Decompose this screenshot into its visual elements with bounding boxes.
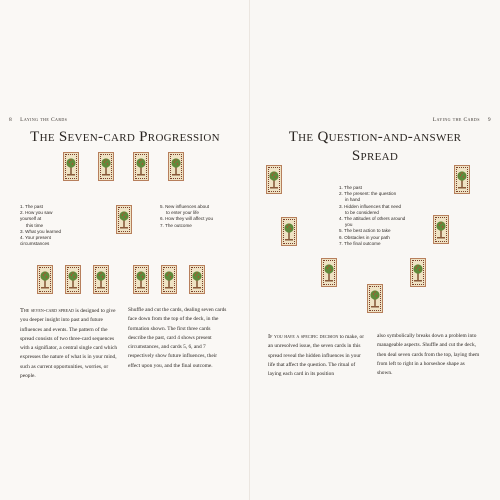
tree-icon [136,269,146,290]
list-item: 1. The past [339,185,362,190]
list-item: 2. The present: the question [339,191,397,197]
right-positions-list [160,204,235,229]
list-item: 6. How they will affect you [160,216,214,222]
tree-icon [284,221,294,242]
body-text: to make, or an unresolved issue, the seven cards in this spread reveal the hidden influences in your life that affect the question. The ritual of laying each card in its position [268,334,365,378]
list-item: this time [26,222,44,228]
tree-icon [370,288,380,309]
tarot-card [410,258,426,287]
list-item: 4. The attitudes of others around [339,216,406,222]
lead-in-text: If you have a specific decision [268,333,339,340]
tree-icon [101,156,111,177]
tree-icon [136,156,146,177]
list-item: you [345,222,353,228]
list-item: 7. The final outcome [339,240,381,246]
tree-icon [96,269,106,290]
tree-icon [436,219,446,240]
tree-icon [269,169,279,190]
tree-icon [192,269,202,290]
list-item: 6. Obstacles in your path [339,234,390,240]
list-item: 5. New influences about [160,204,210,209]
list-item: to enter your life [166,210,199,216]
list-item: 3. What you learned [20,228,62,234]
tarot-card [133,265,149,294]
tarot-card [93,265,109,294]
tree-icon [164,269,174,290]
list-item: 3. Hidden influences that need [339,203,402,209]
list-item: 5. The best action to take [339,228,391,234]
list-item: 4. Your present circumstances [20,235,51,247]
tarot-card [321,258,337,287]
tarot-card [266,165,282,194]
body-text: is designed to give you deeper insight into past and future influences and events. The pattern of the spread consists of two three-card sequences with a signifiator, a central single card which expresses the nature of what is in your mind, such as current opportunities, worries, or people. [20,308,118,380]
tree-icon [40,269,50,290]
tree-icon [171,156,181,177]
tarot-card [168,152,184,181]
tarot-card [65,265,81,294]
left-body-column-1 [20,306,120,381]
tree-icon [66,156,76,177]
list-item: in hand [345,197,361,203]
right-body-column-2: also symbolically breaks down a problem into manageable aspects. Shuffle and cut the deck, then deal seven cards from the top, laying them from left to right in a horseshoe shape as shown. [377,333,480,377]
left-body-column-2: Shuffle and cut the cards, dealing seven cards face down from the top of the deck, in the formation shown. The first three cards describe the past, card 4 shows present circumstances, and cards 5, 6, and 7 respectively show future influences, their effect upon you, and the final outcome. [128,307,227,369]
tarot-card [133,152,149,181]
right-title-line-1: The Question-and-answer [288,129,462,145]
tarot-card [433,215,449,244]
left-running-head-text: Laying the Cards [20,117,68,123]
list-item: 1. The past [20,204,43,209]
right-running-head [433,117,491,123]
tarot-card-signifiator [116,205,132,234]
question-positions-list [339,185,429,247]
tree-icon [324,262,334,283]
list-item: 7. The outcome [160,222,192,228]
tarot-card [98,152,114,181]
right-body-column-1 [268,332,368,379]
list-item: 2. How you saw yourself at [20,210,53,222]
left-running-head [9,117,67,123]
tarot-card [63,152,79,181]
tree-icon [119,209,129,230]
tarot-card [454,165,470,194]
right-running-head-text: Laying the Cards [432,117,480,123]
tarot-card [189,265,205,294]
left-page-title: The Seven-card Progression [30,129,220,145]
tree-icon [457,169,467,190]
right-page [250,0,500,500]
tree-icon [413,262,423,283]
tarot-card [37,265,53,294]
right-page-title [250,128,500,166]
lead-in-text: The seven-card spread [20,307,74,314]
list-item: to be considered [345,209,379,215]
left-folio-number: 8 [9,117,13,123]
left-positions-list [20,204,65,247]
tarot-card [281,217,297,246]
tarot-card [367,284,383,313]
tree-icon [68,269,78,290]
tarot-card [161,265,177,294]
right-folio-number: 9 [487,117,491,123]
right-title-line-2: Spread [351,148,399,164]
